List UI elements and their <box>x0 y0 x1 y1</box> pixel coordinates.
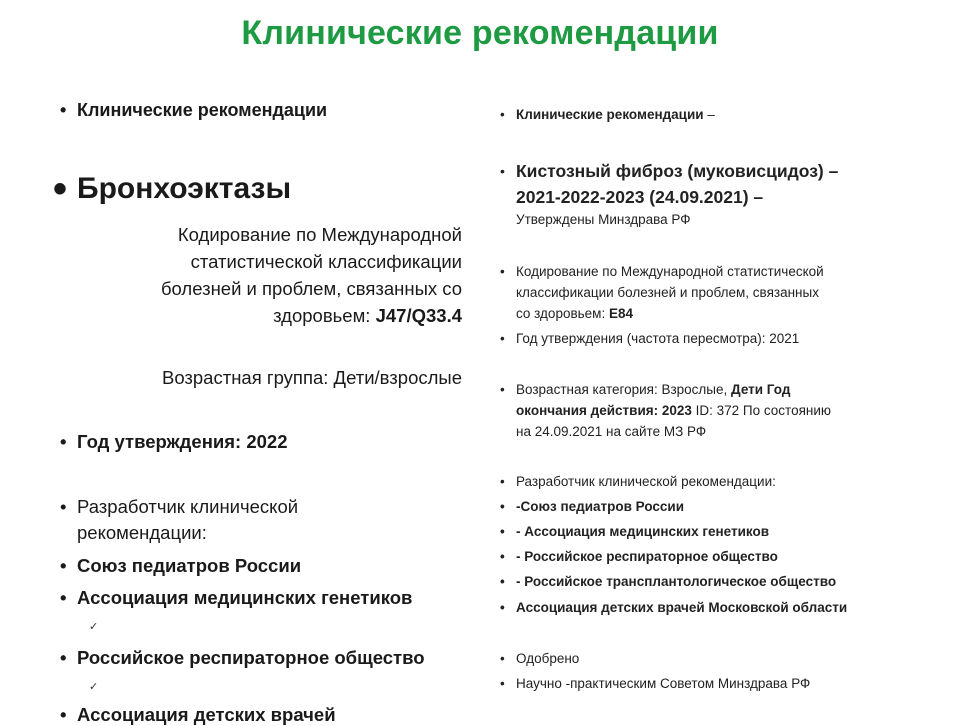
left-age-group: Возрастная группа: Дети/взрослые <box>161 367 462 388</box>
coding-line-3: болезней и проблем, связанных со <box>160 278 462 299</box>
left-item-guidelines: • Клинические рекомендации <box>60 100 328 120</box>
right-council: • Научно -практическим Советом Минздрава РФ <box>516 673 810 694</box>
right-org-5: • Ассоциация детских врачей Московской области <box>516 597 847 618</box>
bullet: • <box>60 647 67 668</box>
left-org-4: • Ассоциация детских врачей <box>60 704 336 725</box>
left-coding-block <box>161 221 462 329</box>
right-org-2: • - Ассоциация медицинских генетиков <box>516 521 769 542</box>
bullet: • <box>500 524 505 539</box>
right-developer: • Разработчик клинической рекомендации: <box>516 471 776 492</box>
bullet: • <box>500 264 505 279</box>
bullet: • <box>60 587 67 608</box>
left-heading: • Бронхоэктазы <box>53 167 292 211</box>
right-age: • Возрастная категория: Взрослые, Дети Год окончания действия: 2023 ID: 372 По состоянию на 24.09.2021 на сайте МЗ РФ <box>516 379 831 442</box>
right-org-3: • - Российское респираторное общество <box>516 546 778 567</box>
checkmark-icon: ✓ <box>89 621 99 633</box>
bullet: • <box>500 676 505 691</box>
right-org-4: • - Российское трансплантологическое общество <box>516 571 836 592</box>
bullet: • <box>500 600 505 615</box>
left-developer: • Разработчик клинической рекомендации: <box>60 496 299 543</box>
right-heading: • Кистозный фиброз (муковисцидоз) – 2021-2022-2023 (24.09.2021) – Утверждены Минздрава РФ <box>516 158 838 230</box>
bullet: • <box>60 704 67 725</box>
left-org-3: • Российское респираторное общество <box>60 647 425 668</box>
checkmark-icon: ✓ <box>89 681 99 693</box>
right-item-guidelines: • Клинические рекомендации – <box>516 104 715 125</box>
right-approved: • Одобрено <box>516 648 579 669</box>
bullet: • <box>60 431 67 452</box>
bullet: • <box>53 167 68 211</box>
bullet: • <box>500 163 505 179</box>
coding-line-4: здоровьем: J47/Q33.4 <box>273 305 462 326</box>
left-year: • Год утверждения: 2022 <box>60 431 288 452</box>
left-org-1: • Союз педиатров России <box>60 555 302 576</box>
bullet: • <box>500 107 505 122</box>
right-org-1: • -Союз педиатров России <box>516 496 684 517</box>
right-year: • Год утверждения (частота пересмотра): 2021 <box>516 328 799 349</box>
right-coding: • Кодирование по Международной статистической классификации болезней и проблем, связанных со здоровьем: E84 <box>516 261 824 324</box>
bullet: • <box>60 496 67 517</box>
coding-line-2: статистической классификации <box>190 251 462 272</box>
page-title: Клинические рекомендации <box>241 14 719 52</box>
bullet: • <box>500 474 505 489</box>
bullet: • <box>500 499 505 514</box>
bullet: • <box>60 555 67 576</box>
bullet: • <box>500 382 505 397</box>
bullet: • <box>500 651 505 666</box>
left-org-2: • Ассоциация медицинских генетиков <box>60 587 413 608</box>
bullet: • <box>500 574 505 589</box>
coding-line-1: Кодирование по Международной <box>177 224 462 245</box>
bullet: • <box>60 100 67 120</box>
bullet: • <box>500 549 505 564</box>
bullet: • <box>500 331 505 346</box>
